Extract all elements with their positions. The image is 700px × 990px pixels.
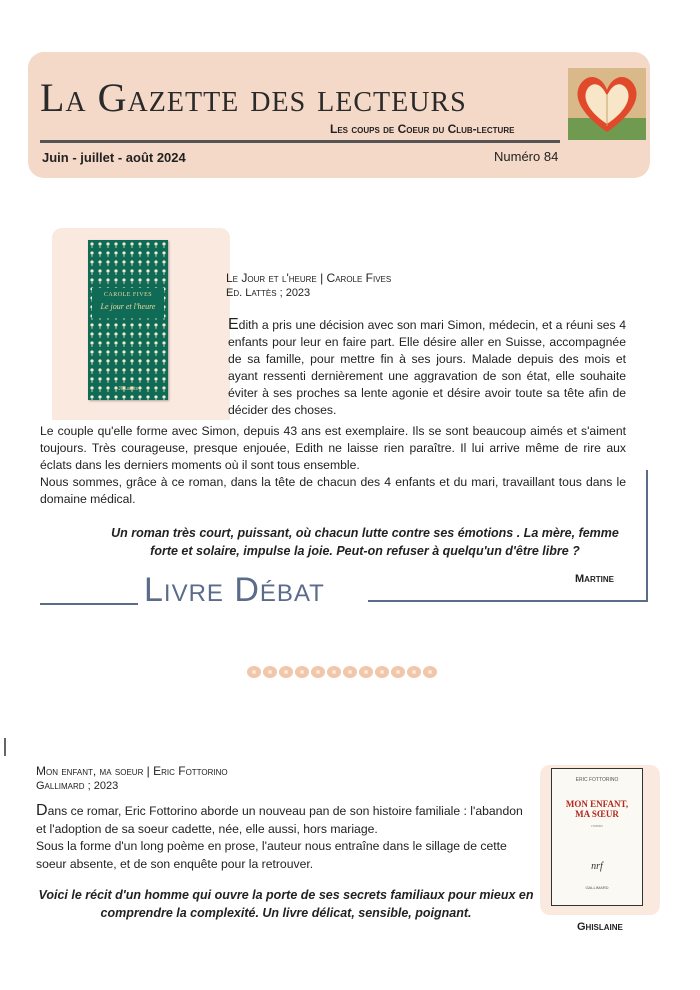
heart-book-icon <box>568 68 646 140</box>
dotted-divider-icon <box>246 665 444 679</box>
cover-genre: roman <box>591 823 603 828</box>
book-cover-mon-enfant-ma-soeur <box>551 768 643 906</box>
divider-line <box>368 600 648 602</box>
paragraph-text: ans ce romar, Eric Fottorino aborde un nouveau pan de son histoire familiale : l'abandon et l'adoption de sa soeur cadette, née, elle aussi, hors mariage. <box>36 804 523 836</box>
newsletter-title: La Gazette des lecteurs <box>40 75 467 120</box>
paragraph-text: Sous la forme d'un long poème en prose, l'auteur nous entraîne dans le sillage de cette soeur absente, et de son enquête pour la retrouver. <box>36 839 507 871</box>
issue-dates: Juin - juillet - août 2024 <box>42 150 186 165</box>
book-title-author: Mon enfant, ma soeur | Eric Fottorino <box>36 764 228 778</box>
cover-publisher: JCLattès <box>118 386 138 392</box>
cover-publisher: GALLIMARD <box>585 885 609 890</box>
review-paragraph: Nous sommes, grâce à ce roman, dans la tête de chacun des 4 enfants et du mari, travaillant tous dans le domaine médical. <box>40 475 626 506</box>
issue-number: Numéro 84 <box>494 149 559 164</box>
cover-author: CAROLE FIVES <box>103 292 153 298</box>
divider-line <box>40 603 138 605</box>
drop-cap: D <box>36 802 48 819</box>
reviewer-name: Martine <box>575 573 614 585</box>
newsletter-subtitle: Les coups de Coeur du Club-lecture <box>330 122 515 136</box>
cover-title <box>552 799 642 819</box>
book-publisher: Gallimard ; 2023 <box>36 780 119 792</box>
divider-line <box>646 470 648 602</box>
review-paragraph: Le couple qu'elle forme avec Simon, depuis 43 ans est exemplaire. Ils se sont beaucoup aimés et s'aiment toujours. Très courageuse, presque enjouée, Edith ne laisse rien paraître. Il lui arrive même de rire aux éclats dans les derniers moments où il sont tous ensemble. <box>40 424 626 472</box>
reviewer-name: Ghislaine <box>577 921 623 933</box>
cover-title-line: MA SŒUR <box>575 809 619 819</box>
cover-title: Le jour et l'heure <box>100 302 156 311</box>
review-quote: Un roman très court, puissant, où chacun lutte contre ses émotions . La mère, femme forte et solaire, impulse la joie. Peut-on refuser à quelqu'un d'être libre ? <box>111 526 619 558</box>
review-body <box>36 802 536 873</box>
livre-debat-tag: Livre Débat <box>144 571 325 609</box>
floral-pattern-icon <box>88 240 168 400</box>
cover-author: ERIC FOTTORINO <box>575 777 619 783</box>
review-paragraph <box>228 316 626 419</box>
book-cover-le-jour-et-l-heure <box>88 240 168 400</box>
book-title-author: Le Jour et l'heure | Carole Fives <box>226 271 392 285</box>
publisher-logo: nrf <box>591 861 603 872</box>
review-quote: Voici le récit d'un homme qui ouvre la porte de ses secrets familiaux pour mieux en comprendre la complexité. Un livre délicat, sensible, poignant. <box>38 888 534 920</box>
margin-mark <box>4 738 6 756</box>
paragraph-text: dith a pris une décision avec son mari Simon, médecin, et a réuni ses 4 enfants pour leur en faire part. Elle désire aller en Suisse, accompagnée de sa famille, pour mettre fin à ses jours. Malade depuis des mois et ayant ressenti dernièrement une aggravation de son état, elle souhaite éviter à ses proches sa lente agonie et désire avoir toute sa tête afin de décider des choses. <box>228 318 626 417</box>
header-rule <box>40 140 560 143</box>
drop-cap: E <box>228 316 239 333</box>
book-publisher: Ed. Lattès ; 2023 <box>226 287 311 299</box>
cover-title-line: MON ENFANT, <box>565 799 629 809</box>
